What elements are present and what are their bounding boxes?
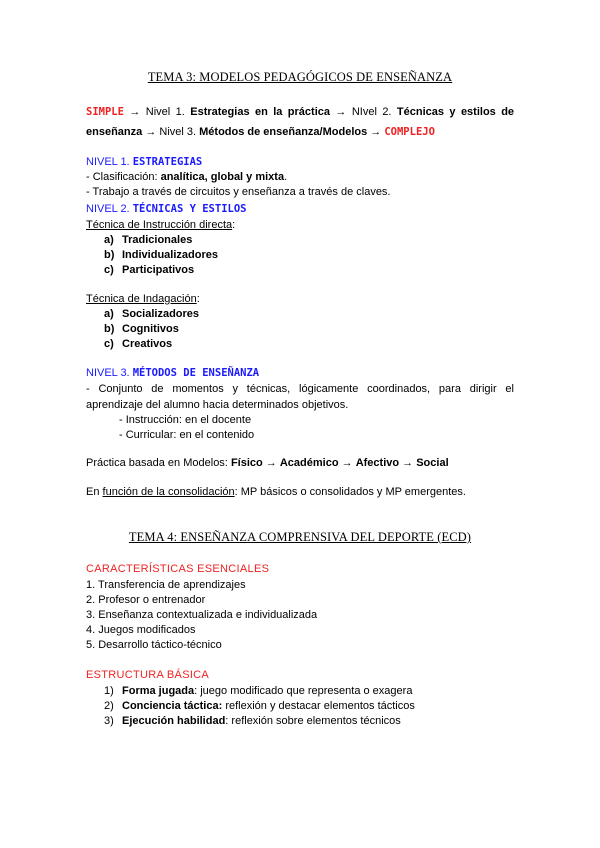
item-label: a) [104, 234, 114, 246]
nivel3-prefix: Nivel 3. [159, 126, 197, 138]
list-item: 2. Profesor o entrenador [86, 594, 206, 606]
list-item [104, 307, 199, 321]
list-item [104, 337, 172, 351]
arrow: → [265, 457, 277, 469]
nivel1-line1 [86, 170, 287, 184]
item-label: c) [104, 264, 114, 276]
item-text: Socializadores [122, 308, 200, 320]
group1-title [86, 218, 235, 232]
nivel1-heading [86, 155, 202, 169]
list-item [104, 699, 415, 713]
consolidacion-underlined: función de la consolidación [102, 486, 235, 498]
line-prefix: - Clasificación: [86, 171, 158, 183]
arrow: → [370, 126, 382, 138]
item-rest: : juego modificado que representa o exagera [194, 685, 413, 697]
arrow: → [129, 106, 141, 118]
group2-title-text: Técnica de Indagación [86, 293, 197, 305]
nivel3-heading [86, 366, 259, 380]
line-end: . [284, 171, 288, 183]
item-bold: Forma jugada [122, 685, 195, 697]
consolidacion-prefix: En [86, 486, 100, 498]
item-text: Creativos [122, 338, 173, 350]
practica-line [86, 456, 449, 470]
tema3-title: TEMA 3: MODELOS PEDAGÓGICOS DE ENSEÑANZA [147, 70, 453, 84]
arrow: → [335, 106, 347, 118]
item-bold: Ejecución habilidad [122, 715, 226, 727]
list-item [104, 714, 401, 728]
nivel2-bold: Técnicas y estilos de enseñanza [86, 106, 515, 138]
list-item [104, 248, 218, 262]
item-num: 1) [104, 685, 114, 697]
consolidacion-rest: : MP básicos o consolidados y MP emergentes. [234, 486, 466, 498]
list-item: 5. Desarrollo táctico-técnico [86, 639, 222, 651]
item-text: Participativos [122, 264, 195, 276]
arrow: → [341, 457, 353, 469]
item-text: Tradicionales [122, 234, 193, 246]
nivel3-sub1: - Instrucción: en el docente [119, 414, 252, 426]
item-text: Cognitivos [122, 323, 179, 335]
list-item: 4. Juegos modificados [86, 624, 196, 636]
model-academico: Académico [279, 457, 339, 469]
list-item [104, 233, 192, 247]
group2-title [86, 292, 200, 306]
colon: : [232, 219, 236, 231]
item-label: b) [104, 249, 115, 261]
practica-prefix: Práctica basada en Modelos: [86, 457, 228, 469]
model-social: Social [416, 457, 449, 469]
tema4-title: TEMA 4: ENSEÑANZA COMPRENSIVA DEL DEPORTE (ECD) [128, 530, 472, 544]
item-num: 2) [104, 700, 114, 712]
arrow: → [402, 457, 414, 469]
list-item: 1. Transferencia de aprendizajes [86, 579, 246, 591]
group1-title-text: Técnica de Instrucción directa [86, 219, 233, 231]
list-item: 3. Enseñanza contextualizada e individualizada [86, 609, 318, 621]
nivel1-prefix: Nivel 1. [145, 106, 185, 118]
arrow: → [145, 126, 157, 138]
item-text: Individualizadores [122, 249, 218, 261]
list-item [104, 322, 179, 336]
item-label: b) [104, 323, 115, 335]
estructura-title: ESTRUCTURA BÁSICA [86, 669, 210, 681]
nivel3-paragraph: - Conjunto de momentos y técnicas, lógicamente coordinados, para dirigir el aprendizaje del alumno hacia determinados objetivos. [86, 383, 514, 411]
nivel3-bold: Métodos de enseñanza/Modelos [199, 126, 368, 138]
nivel3-name: MÉTODOS DE ENSEÑANZA [132, 367, 260, 379]
nivel3-sub2: - Curricular: en el contenido [119, 429, 255, 441]
nivel2-name: TÉCNICAS Y ESTILOS [132, 203, 247, 215]
item-rest: reflexión y destacar elementos tácticos [222, 700, 415, 712]
list-item [104, 263, 194, 277]
complejo-label: COMPLEJO [384, 126, 435, 138]
line-bold: analítica, global y mixta [160, 171, 285, 183]
simple-label: SIMPLE [86, 106, 124, 118]
consolidacion-line [86, 485, 466, 499]
caracteristicas-title: CARACTERÍSTICAS ESENCIALES [86, 563, 270, 575]
item-num: 3) [104, 715, 114, 727]
colon: : [196, 293, 200, 305]
item-label: c) [104, 338, 114, 350]
nivel1-name: ESTRATEGIAS [132, 156, 203, 168]
nivel2-heading [86, 202, 246, 216]
nivel3-label: NIVEL 3. [86, 367, 130, 379]
nivel1-line2: - Trabajo a través de circuitos y enseñanza a través de claves. [86, 186, 391, 198]
nivel2-label: NIVEL 2. [86, 203, 130, 215]
nivel1-label: NIVEL 1. [86, 156, 130, 168]
levels-intro [86, 102, 514, 142]
item-bold: Conciencia táctica: [122, 700, 223, 712]
item-label: a) [104, 308, 114, 320]
item-rest: : reflexión sobre elementos técnicos [225, 715, 401, 727]
model-afectivo: Afectivo [355, 457, 400, 469]
nivel1-bold: Estrategias en la práctica [190, 106, 330, 118]
list-item [104, 684, 412, 698]
model-fisico: Físico [230, 457, 263, 469]
nivel2-prefix: NIvel 2. [351, 106, 392, 118]
